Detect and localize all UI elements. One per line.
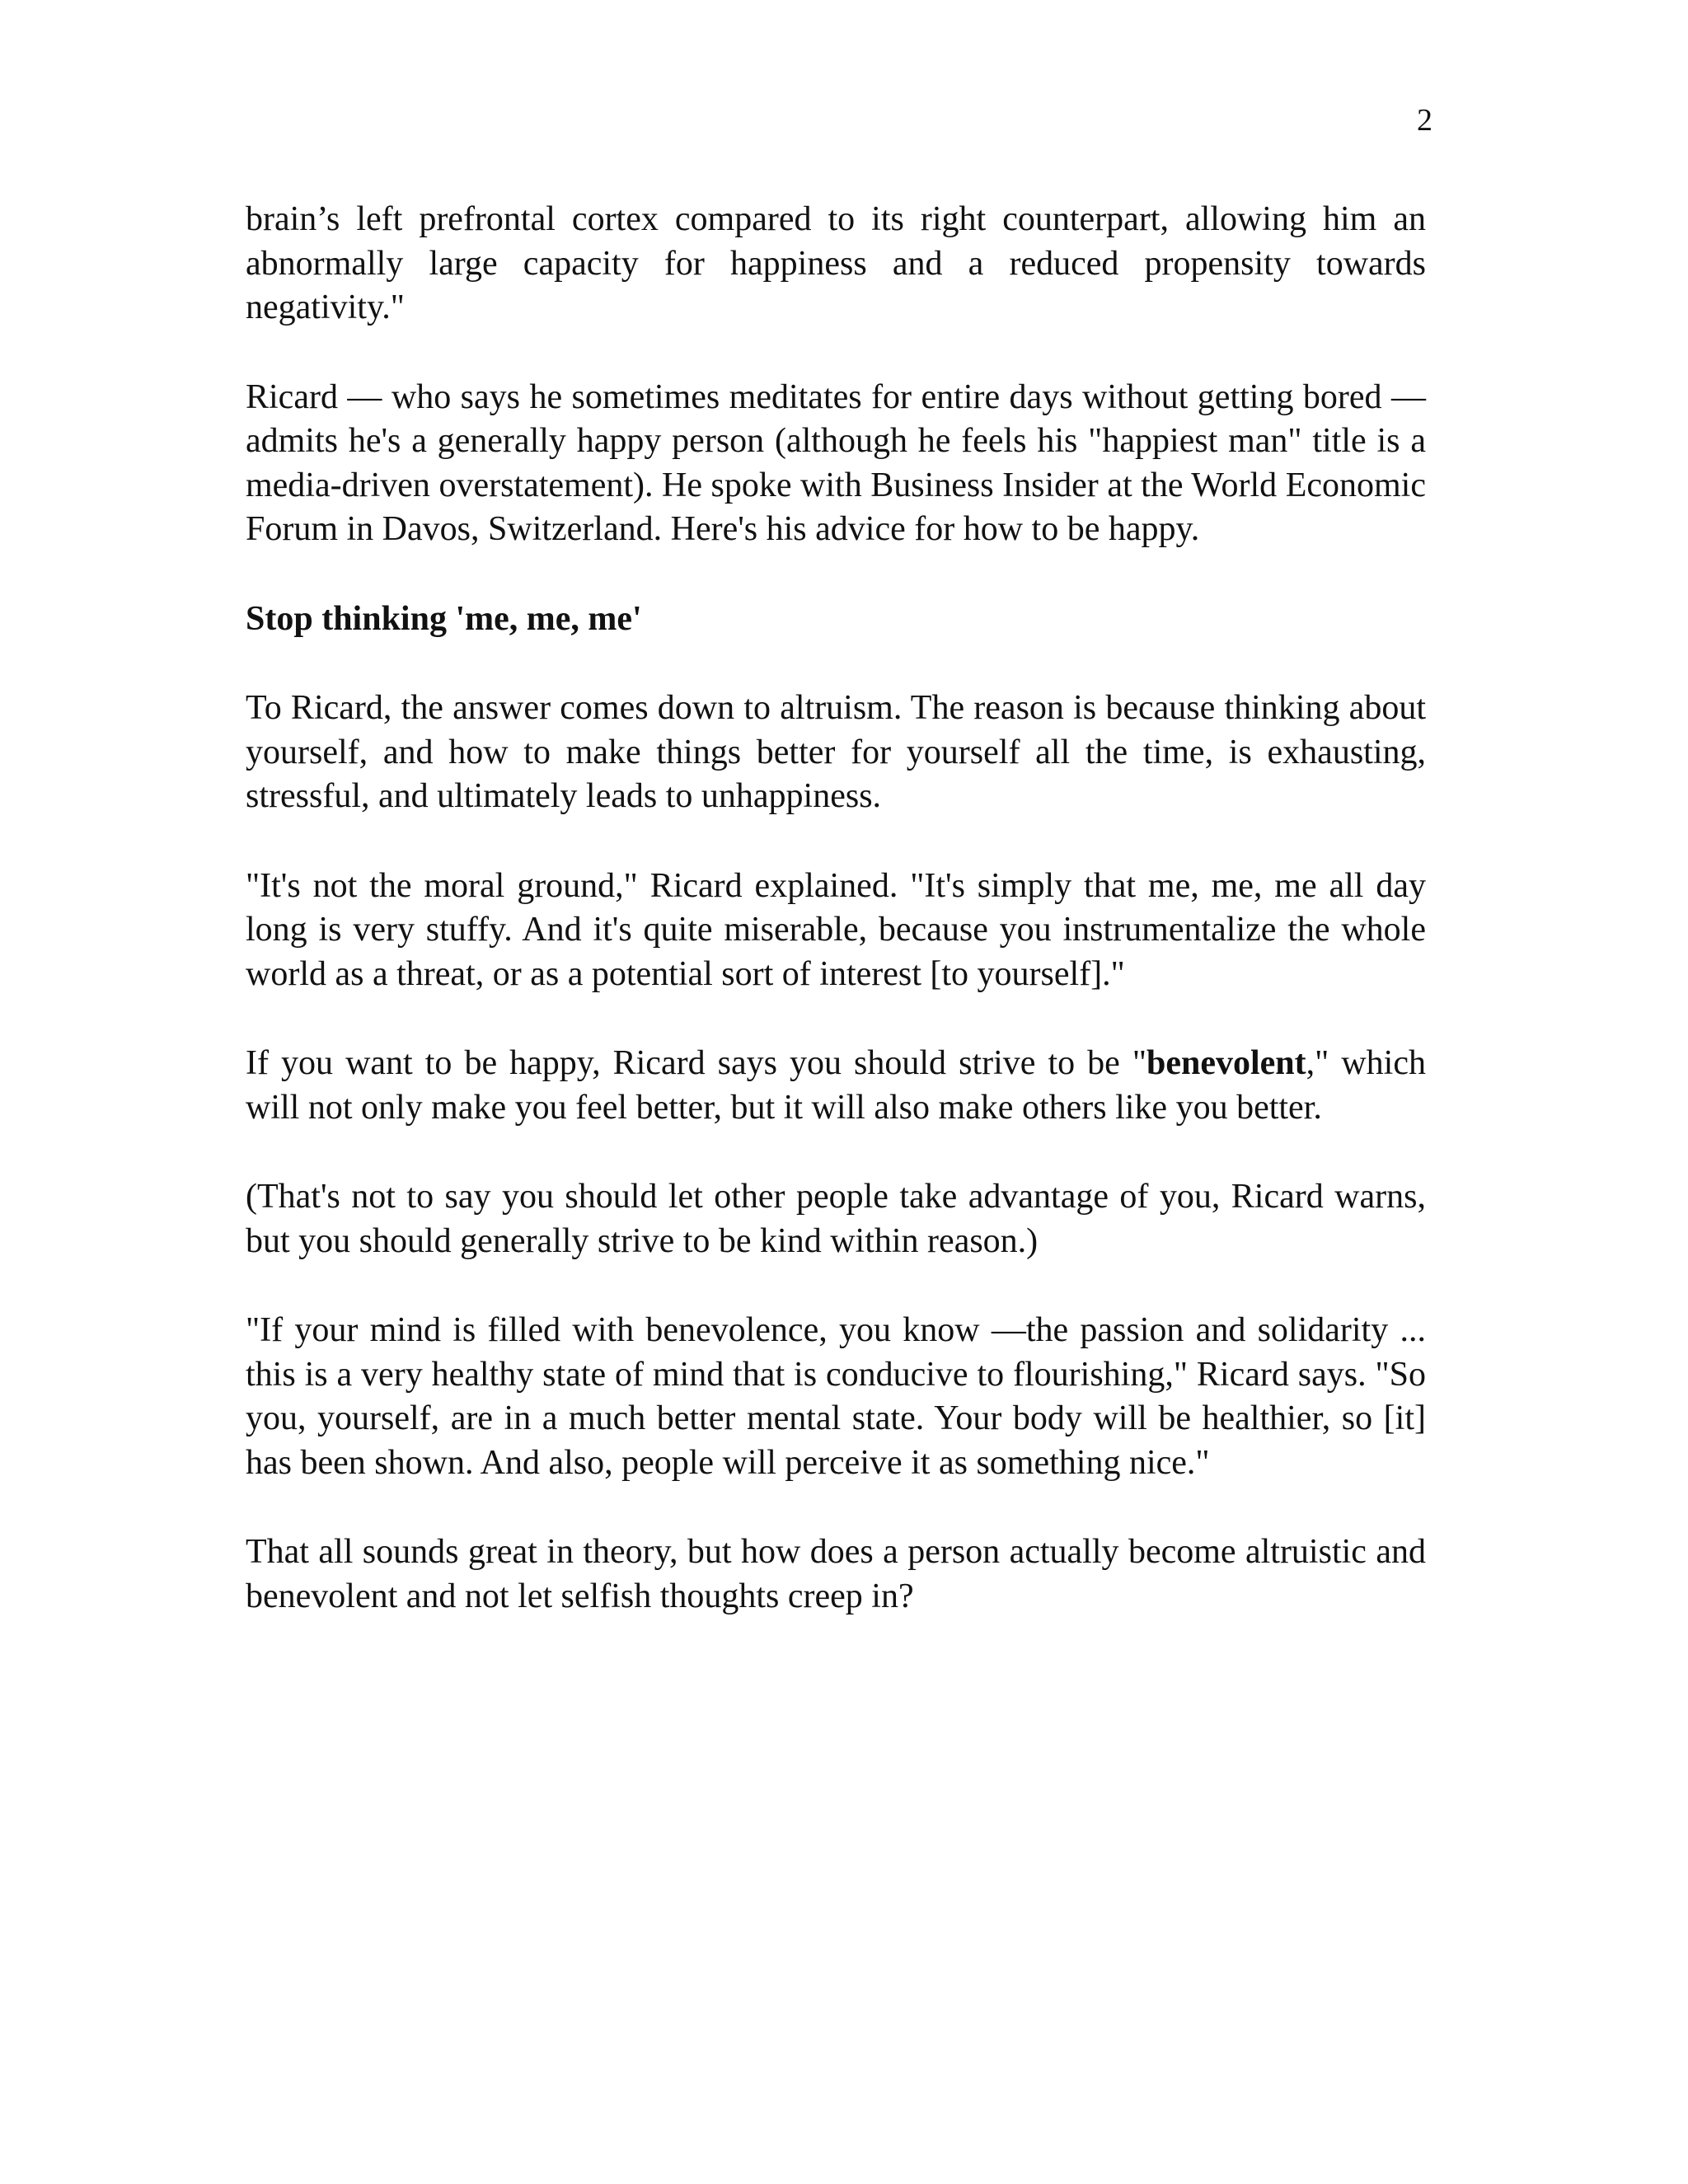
paragraph-8: That all sounds great in theory, but how does a person actually become altruistic and benevolent and not let selfish thoughts creep in? xyxy=(246,1533,1426,1615)
paragraph-5-bold-word: benevolent xyxy=(1146,1044,1306,1082)
paragraph-5-text-end: ," which will not only make you feel better, but it will also make others like you better. xyxy=(246,1044,1426,1127)
section-heading: Stop thinking 'me, me, me' xyxy=(246,599,642,638)
document-body xyxy=(246,198,1426,1664)
paragraph-7: "If your mind is filled with benevolence, you know —the passion and solidarity ... this is a very healthy state of mind that is conducive to flourishing," Ricard says. "So you, yourself, are in a much better mental state. Your body will be healthier, so [it] has been shown. And also, people will perceive it as something nice." xyxy=(246,1311,1426,1482)
paragraph-5 xyxy=(246,1042,1426,1130)
paragraph-1: brain’s left prefrontal cortex compared to its right counterpart, allowing him an abnormally large capacity for happiness and a reduced propensity towards negativity." xyxy=(246,200,1426,326)
page-number: 2 xyxy=(1417,103,1432,138)
paragraph-6: (That's not to say you should let other people take advantage of you, Ricard warns, but you should generally strive to be kind within reason.) xyxy=(246,1178,1426,1260)
paragraph-2: Ricard — who says he sometimes meditates for entire days without getting bored — admits he's a generally happy person (although he feels his "happiest man" title is a media-driven overstatement). He spoke with Business Insider at the World Economic Forum in Davos, Switzerland. Here's his advice for how to be happy. xyxy=(246,377,1426,548)
paragraph-5-text-start: If you want to be happy, Ricard says you should strive to be " xyxy=(246,1044,1146,1082)
paragraph-4: "It's not the moral ground," Ricard explained. "It's simply that me, me, me all day long is very stuffy. And it's quite miserable, because you instrumentalize the whole world as a threat, or as a potential sort of interest [to yourself]." xyxy=(246,866,1426,993)
paragraph-3: To Ricard, the answer comes down to altruism. The reason is because thinking about yourself, and how to make things better for yourself all the time, is exhausting, stressful, and ultimately leads to unhappiness. xyxy=(246,689,1426,815)
